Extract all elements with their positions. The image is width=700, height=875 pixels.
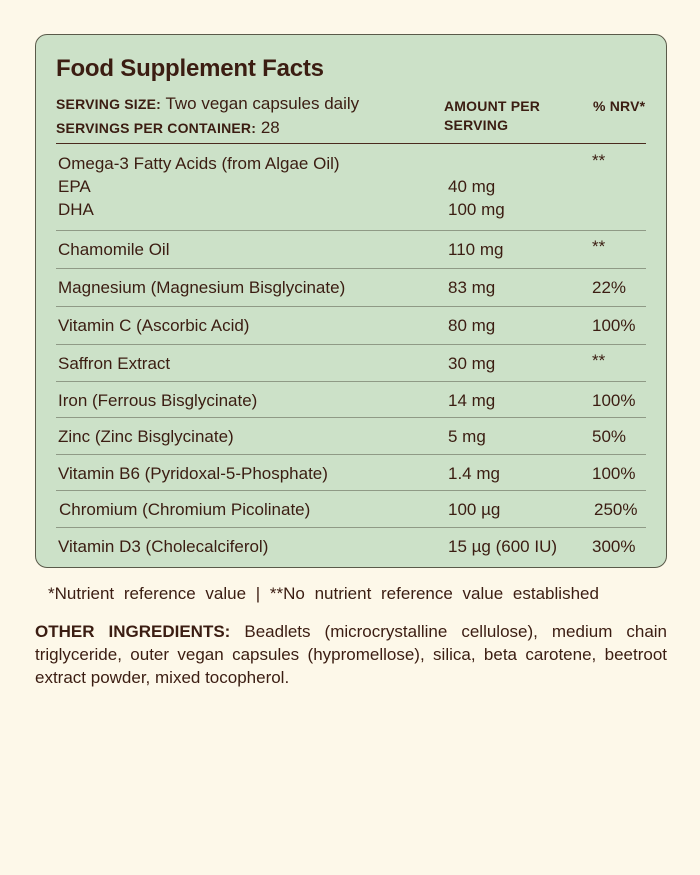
nutrient-name: Magnesium (Magnesium Bisglycinate) [58, 278, 346, 297]
table-row [56, 307, 646, 345]
other-ingredients [35, 620, 667, 689]
nutrient-amount: 15 µg (600 IU) [448, 537, 558, 556]
nutrient-amount: 83 mg [448, 278, 496, 297]
nrv-column-header: % NRV* [593, 98, 646, 114]
nutrient-nrv: ** [592, 151, 606, 170]
nutrient-nrv: 50% [592, 427, 627, 446]
nutrient-name: Omega-3 Fatty Acids (from Algae Oil) [58, 154, 340, 173]
table-row [56, 491, 646, 528]
serving-size-label: SERVING SIZE: [56, 96, 162, 112]
nutrient-amount: 5 mg [448, 427, 486, 446]
serving-size-value: Two vegan capsules daily [165, 94, 360, 113]
panel-title: Food Supplement Facts [56, 55, 324, 82]
table-row [56, 345, 646, 382]
amount-header-line1: AMOUNT PER [444, 98, 541, 114]
nutrient-table [56, 145, 646, 565]
header-divider [56, 143, 646, 144]
nutrient-nrv: 22% [592, 278, 627, 297]
nutrient-name: Chromium (Chromium Picolinate) [59, 500, 311, 519]
nutrient-sub-amount: 40 mg [448, 177, 496, 196]
table-row [56, 418, 646, 455]
table-row [56, 528, 646, 565]
nutrient-sub-name: EPA [58, 177, 91, 196]
table-row [56, 455, 646, 491]
nutrient-amount: 80 mg [448, 316, 496, 335]
nutrient-name: Vitamin C (Ascorbic Acid) [58, 316, 250, 335]
servings-per-container-value: 28 [260, 118, 280, 137]
nutrient-amount: 110 mg [448, 240, 504, 259]
nutrient-name: Vitamin B6 (Pyridoxal-5-Phosphate) [58, 464, 328, 483]
nutrient-amount: 14 mg [448, 391, 496, 410]
nutrient-nrv: 100% [592, 391, 636, 410]
nutrient-name: Saffron Extract [58, 354, 171, 373]
amount-header-line2: SERVING [444, 117, 509, 133]
nutrient-name: Iron (Ferrous Bisglycinate) [58, 391, 258, 410]
nutrient-nrv: 100% [592, 464, 636, 483]
nutrient-sub-name: DHA [58, 200, 94, 219]
serving-info [56, 92, 359, 140]
nutrient-amount: 100 µg [448, 500, 501, 519]
table-row [56, 382, 646, 418]
nutrient-amount: 1.4 mg [448, 464, 500, 483]
nutrient-nrv: ** [592, 237, 606, 256]
table-row [56, 231, 646, 269]
amount-column-header [444, 97, 564, 135]
nutrient-sub-amount: 100 mg [448, 200, 505, 219]
nutrient-name: Vitamin D3 (Cholecalciferol) [58, 537, 269, 556]
nutrient-nrv: ** [592, 351, 606, 370]
servings-per-container-label: SERVINGS PER CONTAINER: [56, 120, 257, 136]
nutrient-nrv: 250% [594, 500, 638, 519]
nutrient-name: Chamomile Oil [58, 240, 170, 259]
table-row [56, 269, 646, 307]
supplement-facts-panel [35, 34, 667, 568]
other-ingredients-text: Beadlets (microcrystalline cellulose), medium chain triglyceride, outer vegan capsules (hypromellose), silica, beta carotene, beetroot extract powder, mixed tocopherol. [35, 622, 668, 687]
nutrient-name: Zinc (Zinc Bisglycinate) [58, 427, 234, 446]
table-row [56, 145, 646, 231]
nutrient-nrv: 300% [592, 537, 636, 556]
nutrient-amount: 30 mg [448, 354, 496, 373]
other-ingredients-label: OTHER INGREDIENTS: [35, 622, 231, 641]
nutrient-nrv: 100% [592, 316, 636, 335]
nrv-footnote: *Nutrient reference value | **No nutrient reference value established [48, 584, 599, 603]
